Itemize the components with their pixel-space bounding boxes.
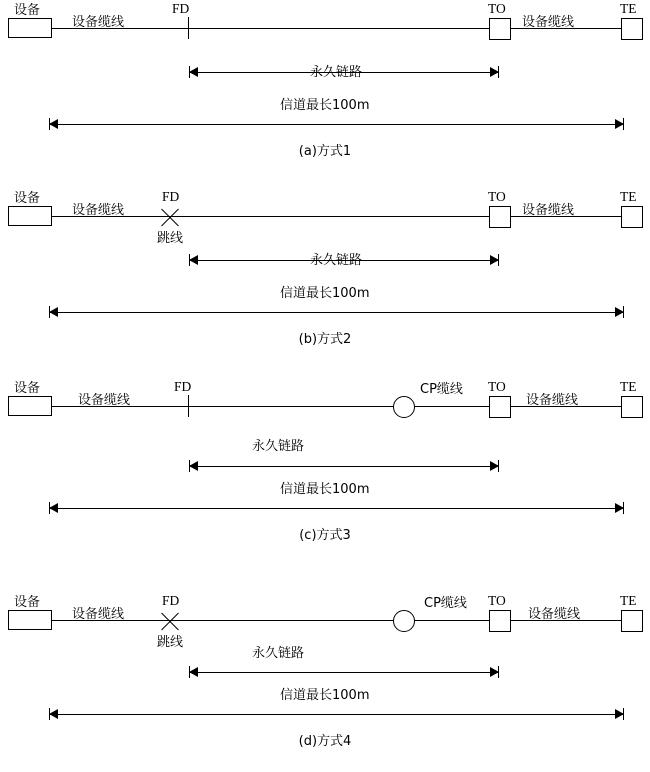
- permanent-link-dimension: [189, 666, 499, 678]
- device-cable-label-left: 设备缆线: [72, 607, 125, 622]
- to-box: [489, 396, 511, 418]
- to-label: TO: [488, 189, 506, 204]
- channel-max-label: 信道最长100m: [280, 688, 370, 703]
- diagram-method-4: [0, 592, 650, 772]
- device-box: [8, 18, 52, 38]
- caption-a: (a)方式1: [298, 144, 352, 159]
- te-box: [621, 610, 643, 632]
- patch-cord-label: 跳线: [157, 231, 184, 246]
- caption-d: (d)方式4: [298, 734, 352, 749]
- diagram-method-3: [0, 378, 650, 558]
- channel-dimension: [49, 118, 624, 130]
- device-label: 设备: [14, 3, 41, 18]
- te-label: TE: [620, 379, 637, 394]
- device-box: [8, 610, 52, 630]
- permanent-link-dimension: [189, 460, 499, 472]
- te-label: TE: [620, 189, 637, 204]
- te-box: [621, 206, 643, 228]
- cp-circle: [393, 396, 415, 418]
- device-cable-label-left: 设备缆线: [72, 15, 125, 30]
- channel-max-label: 信道最长100m: [280, 482, 370, 497]
- patch-cord-x-icon: [158, 609, 182, 633]
- to-box: [489, 610, 511, 632]
- te-label: TE: [620, 593, 637, 608]
- fd-tick: [188, 17, 189, 39]
- to-box: [489, 18, 511, 40]
- cp-cable-label: CP缆线: [420, 382, 463, 397]
- device-box: [8, 206, 52, 226]
- device-cable-label-right: 设备缆线: [526, 393, 579, 408]
- device-cable-label-right: 设备缆线: [522, 15, 575, 30]
- caption-c: (c)方式3: [299, 528, 351, 543]
- diagram-method-1: [0, 0, 650, 180]
- te-box: [621, 396, 643, 418]
- to-label: TO: [488, 379, 506, 394]
- device-label: 设备: [14, 191, 41, 206]
- fd-label: FD: [162, 593, 180, 608]
- fd-label: FD: [172, 1, 190, 16]
- diagram-method-2: [0, 188, 650, 368]
- channel-max-label: 信道最长100m: [280, 286, 370, 301]
- device-cable-label-left: 设备缆线: [78, 393, 131, 408]
- te-box: [621, 18, 643, 40]
- device-label: 设备: [14, 595, 41, 610]
- device-cable-label-left: 设备缆线: [72, 203, 125, 218]
- device-cable-label-right: 设备缆线: [528, 607, 581, 622]
- permanent-link-label: 永久链路: [310, 65, 363, 80]
- to-label: TO: [488, 593, 506, 608]
- channel-dimension: [49, 502, 624, 514]
- channel-max-label: 信道最长100m: [280, 98, 370, 113]
- permanent-link-label: 永久链路: [252, 439, 305, 454]
- te-label: TE: [620, 1, 637, 16]
- channel-dimension: [49, 306, 624, 318]
- to-box: [489, 206, 511, 228]
- permanent-link-label: 永久链路: [252, 646, 305, 661]
- permanent-link-label: 永久链路: [310, 253, 363, 268]
- fd-label: FD: [174, 379, 192, 394]
- to-label: TO: [488, 1, 506, 16]
- cp-circle: [393, 610, 415, 632]
- patch-cord-label: 跳线: [157, 635, 184, 650]
- patch-cord-x-icon: [158, 205, 182, 229]
- fd-tick: [188, 395, 189, 417]
- caption-b: (b)方式2: [298, 332, 352, 347]
- cp-cable-label: CP缆线: [424, 596, 467, 611]
- device-cable-label-right: 设备缆线: [522, 203, 575, 218]
- device-box: [8, 396, 52, 416]
- device-label: 设备: [14, 381, 41, 396]
- fd-label: FD: [162, 189, 180, 204]
- channel-dimension: [49, 708, 624, 720]
